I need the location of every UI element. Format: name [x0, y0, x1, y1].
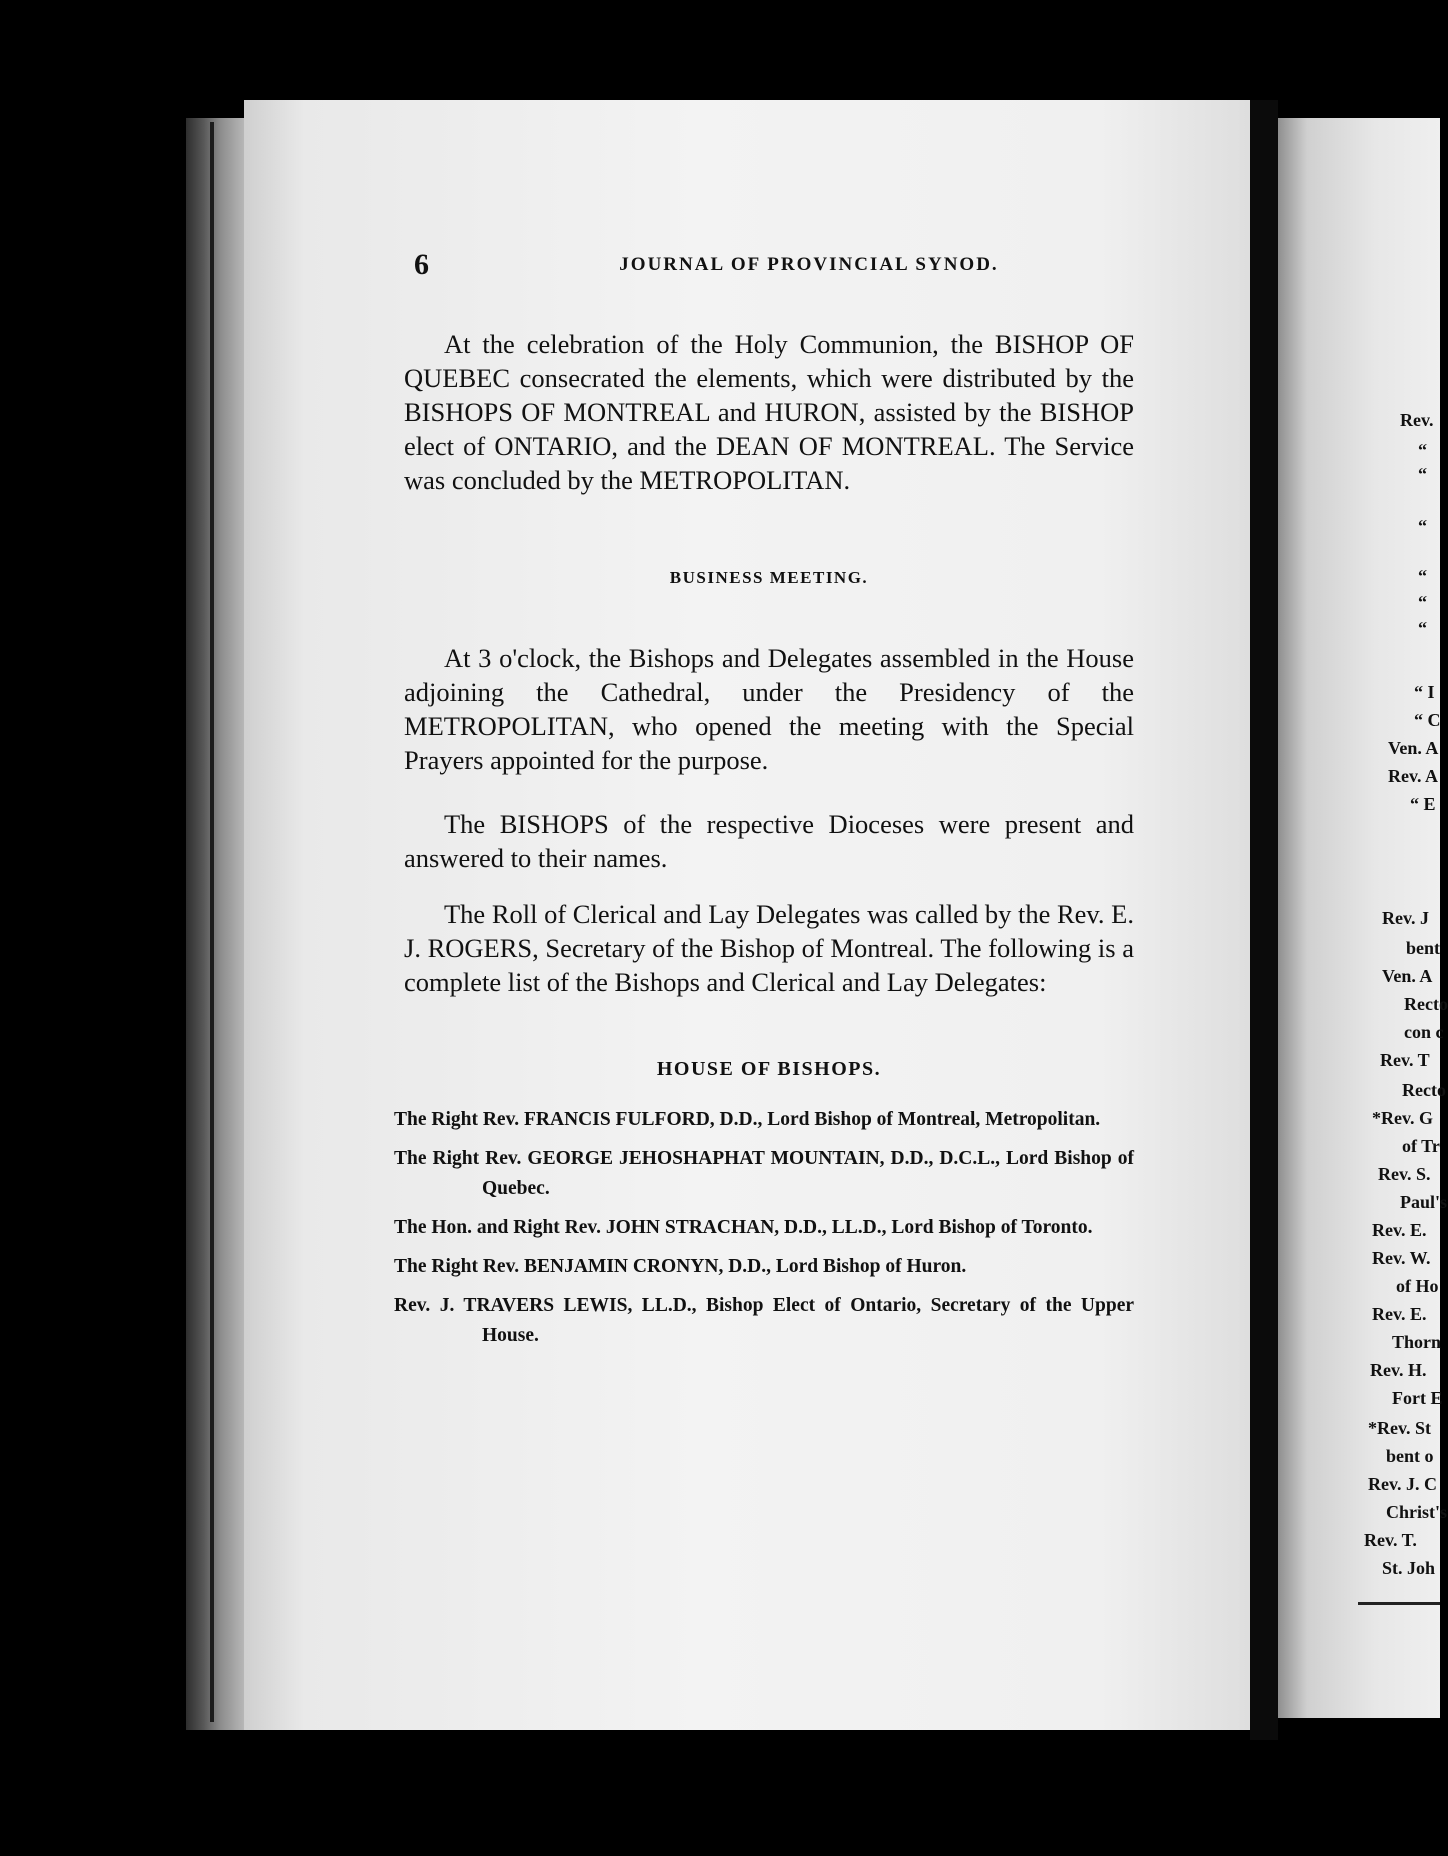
- facing-text-fragment: Rev. T.: [1364, 1530, 1417, 1550]
- facing-text-fragment: “: [1418, 566, 1427, 586]
- bishop-entry: Rev. J. TRAVERS LEWIS, LL.D., Bishop Elect of Ontario, Secretary of the Upper House.: [394, 1295, 1134, 1346]
- assembled-paragraph: At 3 o'clock, the Bishops and Delegates assembled in the House adjoining the Cathedral, under the Presidency of the METROPOLITAN, who opened the meeting with the Special Prayers appointed for the purpose.: [404, 642, 1134, 775]
- facing-text-fragment: of Tr: [1402, 1136, 1440, 1156]
- binding-line: [210, 122, 214, 1722]
- facing-text-fragment: of Ho: [1396, 1276, 1439, 1296]
- facing-text-fragment: Recto: [1404, 994, 1448, 1014]
- communion-paragraph: At the celebration of the Holy Communion, the BISHOP OF QUEBEC consecrated the elements, which were distributed by the BISHOPS OF MONTREAL and HURON, assisted by the BISHOP elect of ONTARIO, and the DEAN OF MONTREAL. The Service was concluded by the METROPOLITAN.: [404, 328, 1134, 495]
- facing-text-fragment: Ven. A: [1388, 738, 1439, 758]
- facing-text-fragment: Ven. A: [1382, 966, 1433, 986]
- facing-text-fragment: “: [1418, 618, 1427, 638]
- facing-text-fragment: *Rev. St: [1368, 1418, 1431, 1438]
- bishops-list: [394, 1105, 1134, 1360]
- facing-page-rule: [1358, 1602, 1440, 1605]
- facing-page: [1278, 118, 1448, 1718]
- facing-text-fragment: “ C: [1414, 710, 1441, 730]
- page-number: 6: [414, 248, 429, 281]
- roll-call-paragraph: The Roll of Clerical and Lay Delegates was called by the Rev. E. J. ROGERS, Secretary of the Bishop of Montreal. The following is a complete list of the Bishops and Clerical and Lay Delegates:: [404, 898, 1134, 997]
- facing-text-fragment: Recto: [1402, 1080, 1446, 1100]
- facing-text-fragment: “: [1418, 592, 1427, 612]
- facing-text-fragment: Rev. E.: [1372, 1304, 1427, 1324]
- bishop-entry: The Right Rev. GEORGE JEHOSHAPHAT MOUNTAIN, D.D., D.C.L., Lord Bishop of Quebec.: [394, 1148, 1134, 1199]
- facing-text-fragment: Christ's: [1386, 1502, 1448, 1522]
- gutter: [1250, 100, 1278, 1740]
- facing-text-fragment: “: [1418, 440, 1427, 460]
- bishops-present-paragraph: The BISHOPS of the respective Dioceses were present and answered to their names.: [404, 808, 1134, 873]
- bishop-entry: The Right Rev. BENJAMIN CRONYN, D.D., Lord Bishop of Huron.: [394, 1256, 967, 1277]
- facing-text-fragment: con c: [1404, 1022, 1444, 1042]
- running-head: [414, 248, 1204, 288]
- facing-text-fragment: Thorn: [1392, 1332, 1442, 1352]
- facing-text-fragment: Rev. J: [1382, 908, 1429, 928]
- facing-text-fragment: Rev.: [1400, 410, 1434, 430]
- facing-text-fragment: St. Joh: [1382, 1558, 1436, 1578]
- facing-text-fragment: Rev. W.: [1372, 1248, 1431, 1268]
- facing-text-fragment: *Rev. G: [1372, 1108, 1433, 1128]
- house-of-bishops-heading: HOUSE OF BISHOPS.: [656, 1058, 882, 1080]
- facing-text-fragment: Rev. J. C: [1368, 1474, 1437, 1494]
- facing-text-fragment: Fort E: [1392, 1388, 1443, 1408]
- bishop-entry: The Right Rev. FRANCIS FULFORD, D.D., Lord Bishop of Montreal, Metropolitan.: [394, 1109, 1101, 1130]
- facing-text-fragment: bent: [1406, 938, 1441, 958]
- page-edge: [186, 118, 244, 1730]
- facing-text-fragment: Rev. H.: [1370, 1360, 1427, 1380]
- facing-text-fragment: Rev. S.: [1378, 1164, 1431, 1184]
- facing-text-fragment: “ I: [1414, 682, 1435, 702]
- book-page: [244, 100, 1250, 1730]
- facing-text-fragment: “: [1418, 516, 1427, 536]
- running-head-title: JOURNAL OF PROVINCIAL SYNOD.: [619, 254, 999, 275]
- facing-text-fragment: Rev. T: [1380, 1050, 1430, 1070]
- facing-text-fragment: bent o: [1386, 1446, 1434, 1466]
- facing-text-fragment: “: [1418, 464, 1427, 484]
- facing-text-fragment: “ E: [1410, 794, 1436, 814]
- business-meeting-heading: BUSINESS MEETING.: [669, 568, 869, 587]
- bishop-entry: The Hon. and Right Rev. JOHN STRACHAN, D.D., LL.D., Lord Bishop of Toronto.: [394, 1217, 1093, 1238]
- facing-text-fragment: Paul's: [1400, 1192, 1448, 1212]
- facing-text-fragment: Rev. A: [1388, 766, 1439, 786]
- facing-text-fragment: Rev. E.: [1372, 1220, 1427, 1240]
